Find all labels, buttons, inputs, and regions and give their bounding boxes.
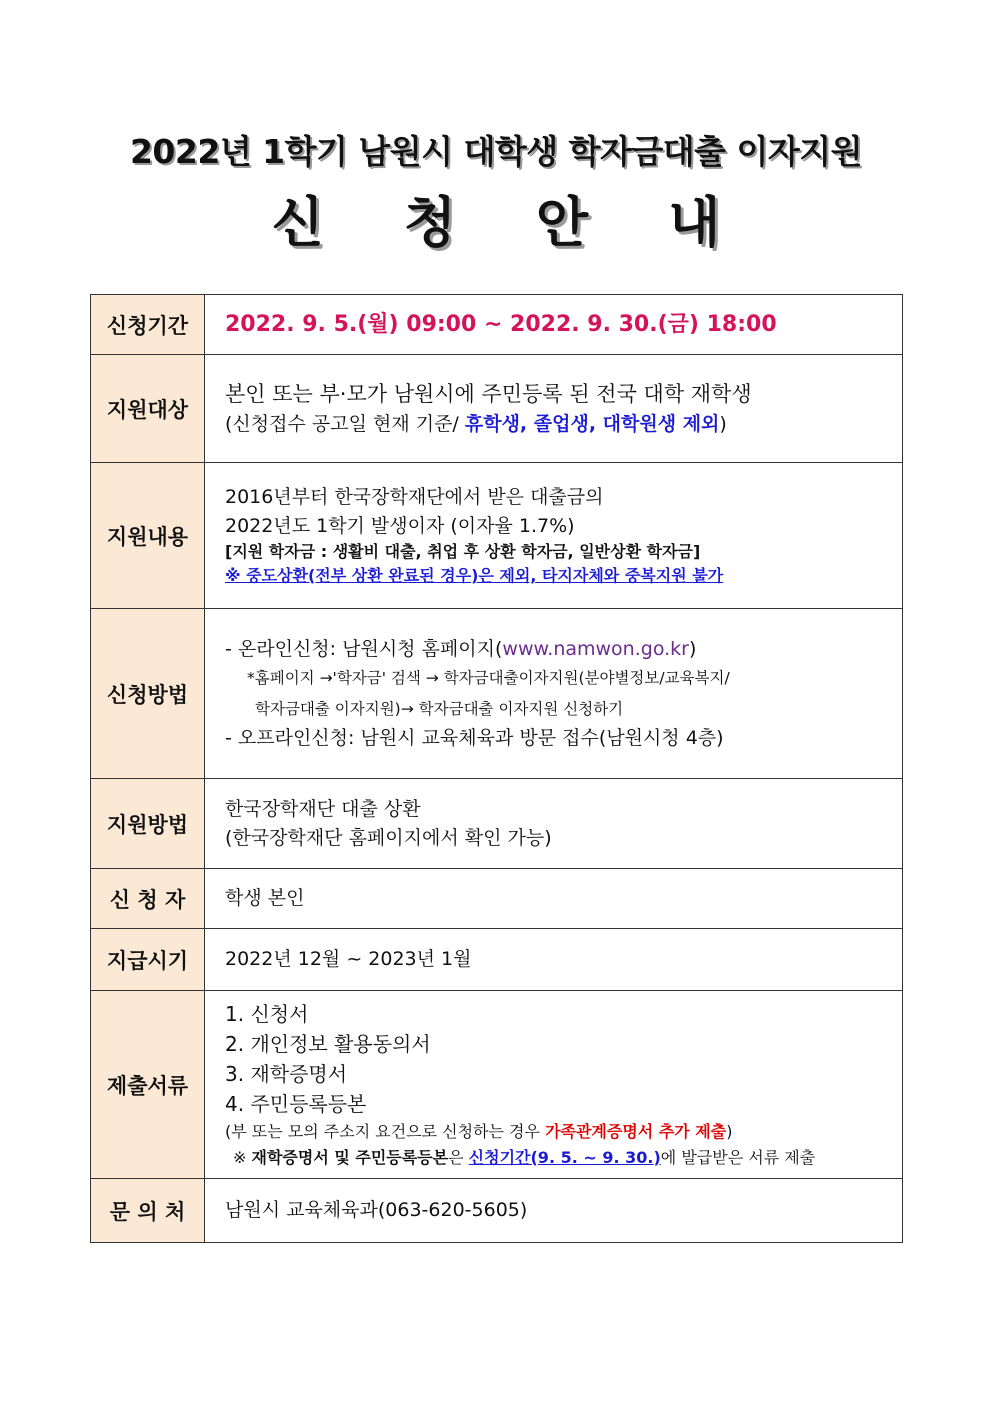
label-target: 지원대상 — [91, 355, 205, 463]
content-line3: [지원 학자금 : 생활비 대출, 취업 후 상환 학자금, 일반상환 학자금] — [225, 542, 701, 561]
document-item: 2. 개인정보 활용동의서 — [225, 1031, 431, 1056]
row-target — [91, 355, 903, 463]
label-support-method: 지원방법 — [91, 779, 205, 869]
content-line1: 2016년부터 한국장학재단에서 받은 대출금의 — [225, 486, 604, 508]
documents-cell — [205, 991, 903, 1179]
row-documents — [91, 991, 903, 1179]
applicant-cell — [205, 869, 903, 929]
method-cell — [205, 609, 903, 779]
content-line4: ※ 중도상환(전부 상환 완료된 경우)은 제외, 타지자체와 중복지원 불가 — [225, 566, 724, 585]
method-online-pre: - 온라인신청: 남원시청 홈페이지( — [225, 637, 503, 660]
documents-note2 — [225, 1145, 896, 1171]
target-line2-pre: (신청접수 공고일 현재 기준/ — [225, 413, 465, 435]
subtitle-char: 청 — [403, 191, 456, 254]
subtitle-char: 내 — [668, 191, 721, 254]
method-note2: 학자금대출 이자지원)→ 학자금대출 이자지원 신청하기 — [255, 699, 624, 718]
payment-cell — [205, 929, 903, 991]
period-value-cell — [205, 295, 903, 355]
documents-note2-mid: 은 — [448, 1147, 469, 1167]
documents-note1-post: ) — [726, 1121, 733, 1141]
contact-value: 남원시 교육체육과(063-620-5605) — [225, 1199, 528, 1222]
method-online — [225, 635, 896, 664]
row-content — [91, 463, 903, 609]
contact-cell — [205, 1179, 903, 1243]
method-online-post: ) — [688, 637, 697, 660]
documents-note2-mark: ※ — [233, 1147, 252, 1167]
document-item: 1. 신청서 — [225, 1001, 309, 1026]
label-method: 신청방법 — [91, 609, 205, 779]
row-payment — [91, 929, 903, 991]
period-value: 2022. 9. 5.(월) 09:00 ~ 2022. 9. 30.(금) 18:00 — [225, 312, 777, 337]
homepage-link[interactable]: www.namwon.go.kr — [502, 637, 689, 660]
target-exclusions: 휴학생, 졸업생, 대학원생 제외 — [464, 413, 720, 435]
applicant-value: 학생 본인 — [225, 887, 305, 910]
label-payment: 지급시기 — [91, 929, 205, 991]
subtitle-char: 안 — [536, 191, 589, 254]
info-table — [90, 294, 903, 1243]
document-item: 3. 재학증명서 — [225, 1061, 348, 1086]
document-item: 4. 주민등록등본 — [225, 1091, 367, 1116]
target-line1: 본인 또는 부·모가 남원시에 주민등록 된 전국 대학 재학생 — [225, 381, 752, 406]
target-line2 — [225, 410, 896, 439]
label-contact: 문 의 처 — [91, 1179, 205, 1243]
documents-note2-bold: 재학증명서 및 주민등록등본 — [251, 1147, 449, 1167]
payment-value: 2022년 12월 ~ 2023년 1월 — [225, 948, 472, 971]
row-applicant — [91, 869, 903, 929]
label-applicant: 신 청 자 — [91, 869, 205, 929]
target-cell — [205, 355, 903, 463]
row-period — [91, 295, 903, 355]
support-method-cell — [205, 779, 903, 869]
target-line2-post: ) — [719, 413, 727, 435]
content-line2: 2022년도 1학기 발생이자 (이자율 1.7%) — [225, 514, 575, 537]
document-title: 2022년 1학기 남원시 대학생 학자금대출 이자지원 — [129, 132, 863, 171]
documents-period-note: 신청기간(9. 5. ~ 9. 30.) — [468, 1147, 661, 1167]
documents-note2-post: 에 발급받은 서류 제출 — [660, 1147, 816, 1167]
support-method-line1: 한국장학재단 대출 상환 — [225, 798, 421, 820]
documents-note1 — [225, 1119, 896, 1145]
family-cert-note: 가족관계증명서 추가 제출 — [545, 1121, 727, 1141]
row-support-method — [91, 779, 903, 869]
method-offline: - 오프라인신청: 남원시 교육체육과 방문 접수(남원시청 4층) — [225, 726, 724, 749]
content-cell — [205, 463, 903, 609]
row-contact — [91, 1179, 903, 1243]
method-note1: *홈페이지 →'학자금' 검색 → 학자금대출이자지원(분야별정보/교육복지/ — [247, 669, 730, 688]
subtitle-char: 신 — [271, 191, 324, 254]
label-documents: 제출서류 — [91, 991, 205, 1179]
documents-note1-pre: (부 또는 모의 주소지 요건으로 신청하는 경우 — [225, 1121, 546, 1141]
document-subtitle — [0, 180, 992, 257]
support-method-line2: (한국장학재단 홈페이지에서 확인 가능) — [225, 826, 552, 849]
label-content: 지원내용 — [91, 463, 205, 609]
label-period: 신청기간 — [91, 295, 205, 355]
row-method — [91, 609, 903, 779]
